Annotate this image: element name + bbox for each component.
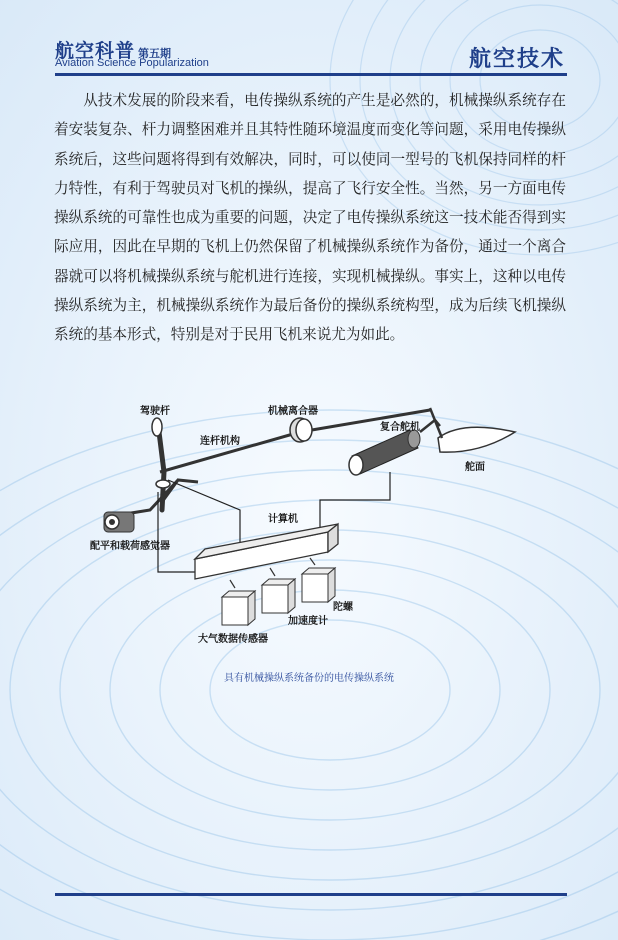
label-computer: 计算机 [268,514,298,525]
section-title: 航空技术 [468,47,565,72]
figure-caption: 具有机械操纵系统备份的电传操纵系统 [224,673,394,684]
label-stick: 驾驶杆 [140,406,170,417]
label-actuator: 复合舵机 [380,422,420,433]
label-accelerometer: 加速度计 [288,616,328,627]
label-surface: 舵面 [465,462,485,473]
issue-number: 第五期 [138,47,172,60]
label-air-data: 大气数据传感器 [198,634,268,645]
feel-unit [104,512,134,532]
brand-subtitle: Aviation Science Popularization [55,57,209,69]
label-gyro: 陀螺 [333,602,353,613]
fly-by-wire-diagram [90,392,530,657]
label-feel-unit: 配平和载荷感觉器 [90,541,170,552]
sensor-gyro [302,568,335,602]
brand-name: 航空科普 [55,40,136,62]
body-paragraph: 从技术发展的阶段来看，电传操纵系统的产生是必然的，机械操纵系统存在着安装复杂、杆力调整困难并且其特性随环境温度而变化等问题，采用电传操纵系统后，这些问题将得到有效解决，同时，可以使同一型号的飞机保持同样的杆力特性，有利于驾驶员对飞机的操纵，提高了飞行安全性。当然，另一方面电传操纵系统的可靠性也成为重要的问题，决定了电传操纵系统这一技术能否得到实际应用，因此在早期的飞机上仍然保留了机械操纵系统作为备份，通过一个离合器就可以将机械操纵系统与舵机进行连接，实现机械操纵。事实上，这种以电传操纵系统为主，机械操纵系统作为最后备份的操纵系统构型，成为后续飞机操纵系统的基本形式，特别是对于民用飞机来说尤为如此。 [54,92,566,344]
control-surface [438,427,515,452]
footer-divider [55,893,567,896]
header-divider [55,73,567,76]
label-linkage: 连杆机构 [200,436,240,447]
sensor-accelerometer [262,579,295,613]
clutch [290,418,312,442]
sensor-air-data [222,591,255,625]
page-header [55,36,565,78]
label-clutch: 机械离合器 [268,406,318,417]
